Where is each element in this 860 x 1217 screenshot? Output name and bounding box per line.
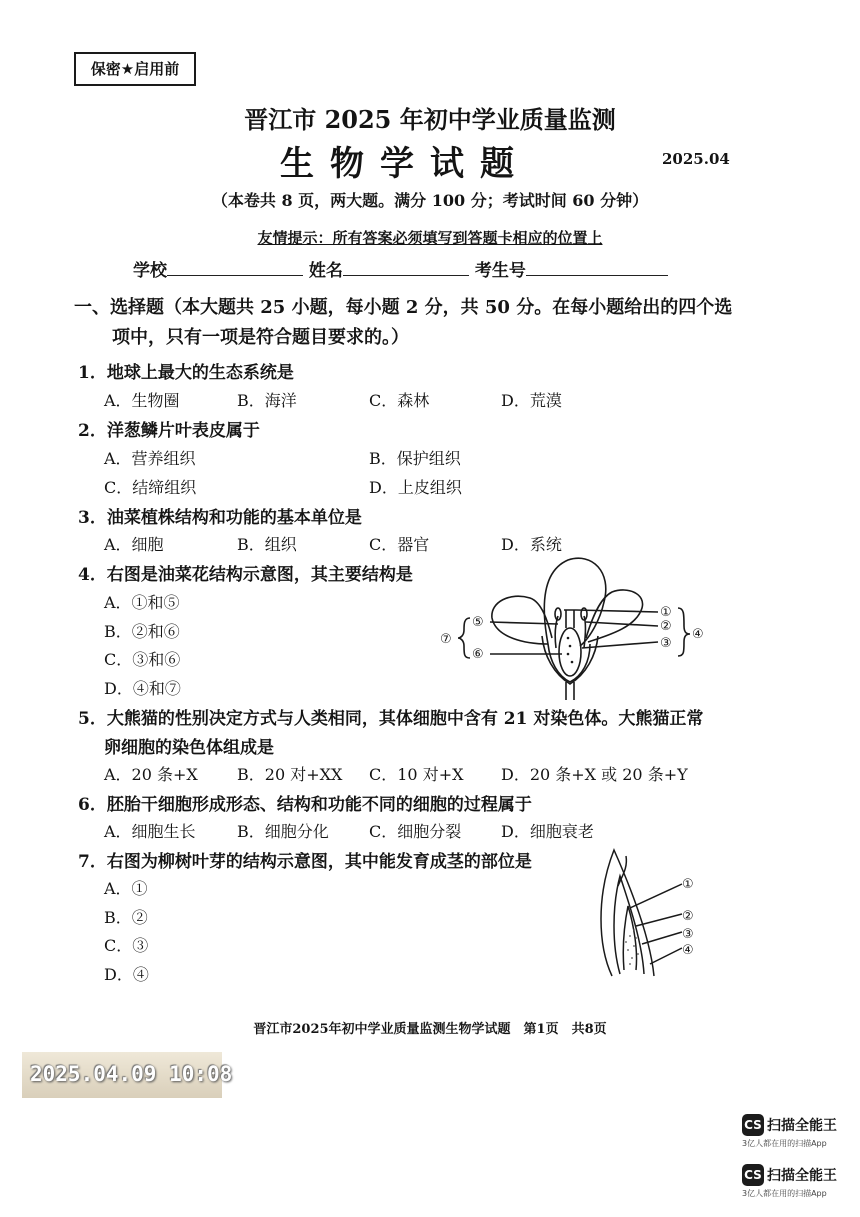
bud-label-3: ③ [682,927,694,942]
scanner-slogan: 3亿人都在用的扫描App [742,1189,827,1198]
section-heading-line2: 项中，只有一项是符合题目要求的。） [112,327,409,348]
q4-option-c: C．③和⑥ [104,650,181,669]
flower-label-2: ② [660,619,672,634]
flower-stigma [564,610,576,628]
question-5-stem-line2: 卵细胞的染色体组成是 [104,738,274,758]
flower-label-1: ① [660,605,672,620]
willow-leaf-bud-diagram [590,846,710,980]
q1-option-b: B．海洋 [237,391,297,410]
q5-option-d: D．20 条+X 或 20 条+Y [501,765,688,784]
name-blank[interactable] [343,259,469,276]
q7-option-d: D．④ [104,965,149,984]
flower-label-3: ③ [660,636,672,651]
flower-label-5: ⑤ [472,615,484,630]
q5-option-a: A．20 条+X [104,765,198,784]
q6-option-a: A．细胞生长 [104,822,196,841]
q3-option-d: D．系统 [501,535,562,554]
candidate-id-label: 考生号 [474,261,526,281]
candidate-fields [133,256,668,281]
name-label: 姓名 [308,261,343,281]
timestamp-text: 2025.04.09 10:08 [30,1062,233,1086]
page-footer: 晋江市2025年初中学业质量监测生物学试题 第1页 共8页 [253,1022,607,1037]
scanner-watermark-2 [742,1164,837,1199]
question-6-stem: 6．胚胎干细胞形成形态、结构和功能不同的细胞的过程属于 [78,795,532,815]
cs-logo-icon: CS [742,1114,764,1136]
q2-option-c: C．结缔组织 [104,478,197,497]
q4-option-a: A．①和⑤ [104,593,180,612]
q4-option-d: D．④和⑦ [104,679,181,698]
tip-text: 友情提示：所有答案必须填写到答题卡相应的位置上 [257,229,603,247]
flower-label-7: ⑦ [440,632,452,647]
question-4-stem: 4．右图是油菜花结构示意图，其主要结构是 [78,565,413,585]
school-blank[interactable] [167,259,303,276]
rapeseed-flower-diagram [430,552,720,702]
q7-option-c: C．③ [104,936,149,955]
q2-option-a: A．营养组织 [104,449,196,468]
scanner-name: 扫描全能王 [767,1118,837,1134]
question-5-stem-line1: 5．大熊猫的性别决定方式与人类相同，其体细胞中含有 21 对染色体。大熊猫正常 [78,709,704,729]
q4-option-b: B．②和⑥ [104,622,180,641]
exam-info: （本卷共 8 页，两大题。满分 100 分；考试时间 60 分钟） [211,191,649,210]
q3-option-a: A．细胞 [104,535,164,554]
cs-logo-icon: CS [742,1164,764,1186]
bud-outer-scale [601,850,654,976]
bud-label-2: ② [682,909,694,924]
q2-option-d: D．上皮组织 [369,478,462,497]
section-heading-line1: 一、选择题（本大题共 25 小题，每小题 2 分，共 50 分。在每小题给出的四个选 [74,297,733,318]
subject-title: 生物学试题 [280,144,530,184]
q7-option-a: A．① [104,879,148,898]
q6-option-d: D．细胞衰老 [501,822,594,841]
q6-option-b: B．细胞分化 [237,822,329,841]
exam-date: 2025.04 [662,150,730,168]
q1-option-d: D．荒漠 [501,391,562,410]
question-3-stem: 3．油菜植株结构和功能的基本单位是 [78,508,362,528]
question-2-stem: 2．洋葱鳞片叶表皮属于 [78,421,260,441]
school-label: 学校 [133,261,167,281]
photo-timestamp [22,1052,233,1098]
q3-option-b: B．组织 [237,535,297,554]
q5-option-b: B．20 对+XX [237,765,343,784]
flower-ovary [559,628,581,676]
scanner-slogan: 3亿人都在用的扫描App [742,1139,827,1148]
question-1-stem: 1．地球上最大的生态系统是 [78,363,294,383]
bud-axis [623,906,636,970]
scanner-watermark-1 [742,1114,837,1149]
q5-option-c: C．10 对+X [369,765,464,784]
scanner-name: 扫描全能王 [767,1168,837,1184]
q2-option-b: B．保护组织 [369,449,461,468]
confidential-stamp: 保密★启用前 [74,52,196,86]
q1-option-c: C．森林 [369,391,430,410]
friendly-tip [0,227,860,248]
flower-petal-right [586,590,643,642]
question-7-stem: 7．右图为柳树叶芽的结构示意图，其中能发育成茎的部位是 [78,852,532,872]
flower-label-6: ⑥ [472,647,484,662]
q6-option-c: C．细胞分裂 [369,822,462,841]
bud-label-1: ① [682,877,694,892]
flower-label-4: ④ [692,627,704,642]
section-heading [74,293,732,353]
candidate-id-blank[interactable] [526,259,668,276]
exam-title: 晋江市 2025 年初中学业质量监测 [244,105,616,134]
q3-option-c: C．器官 [369,535,430,554]
bud-label-4: ④ [682,943,694,958]
flower-petal-top [544,558,606,646]
flower-petal-left [492,596,552,644]
q1-option-a: A．生物圈 [104,391,180,410]
q7-option-b: B．② [104,908,148,927]
